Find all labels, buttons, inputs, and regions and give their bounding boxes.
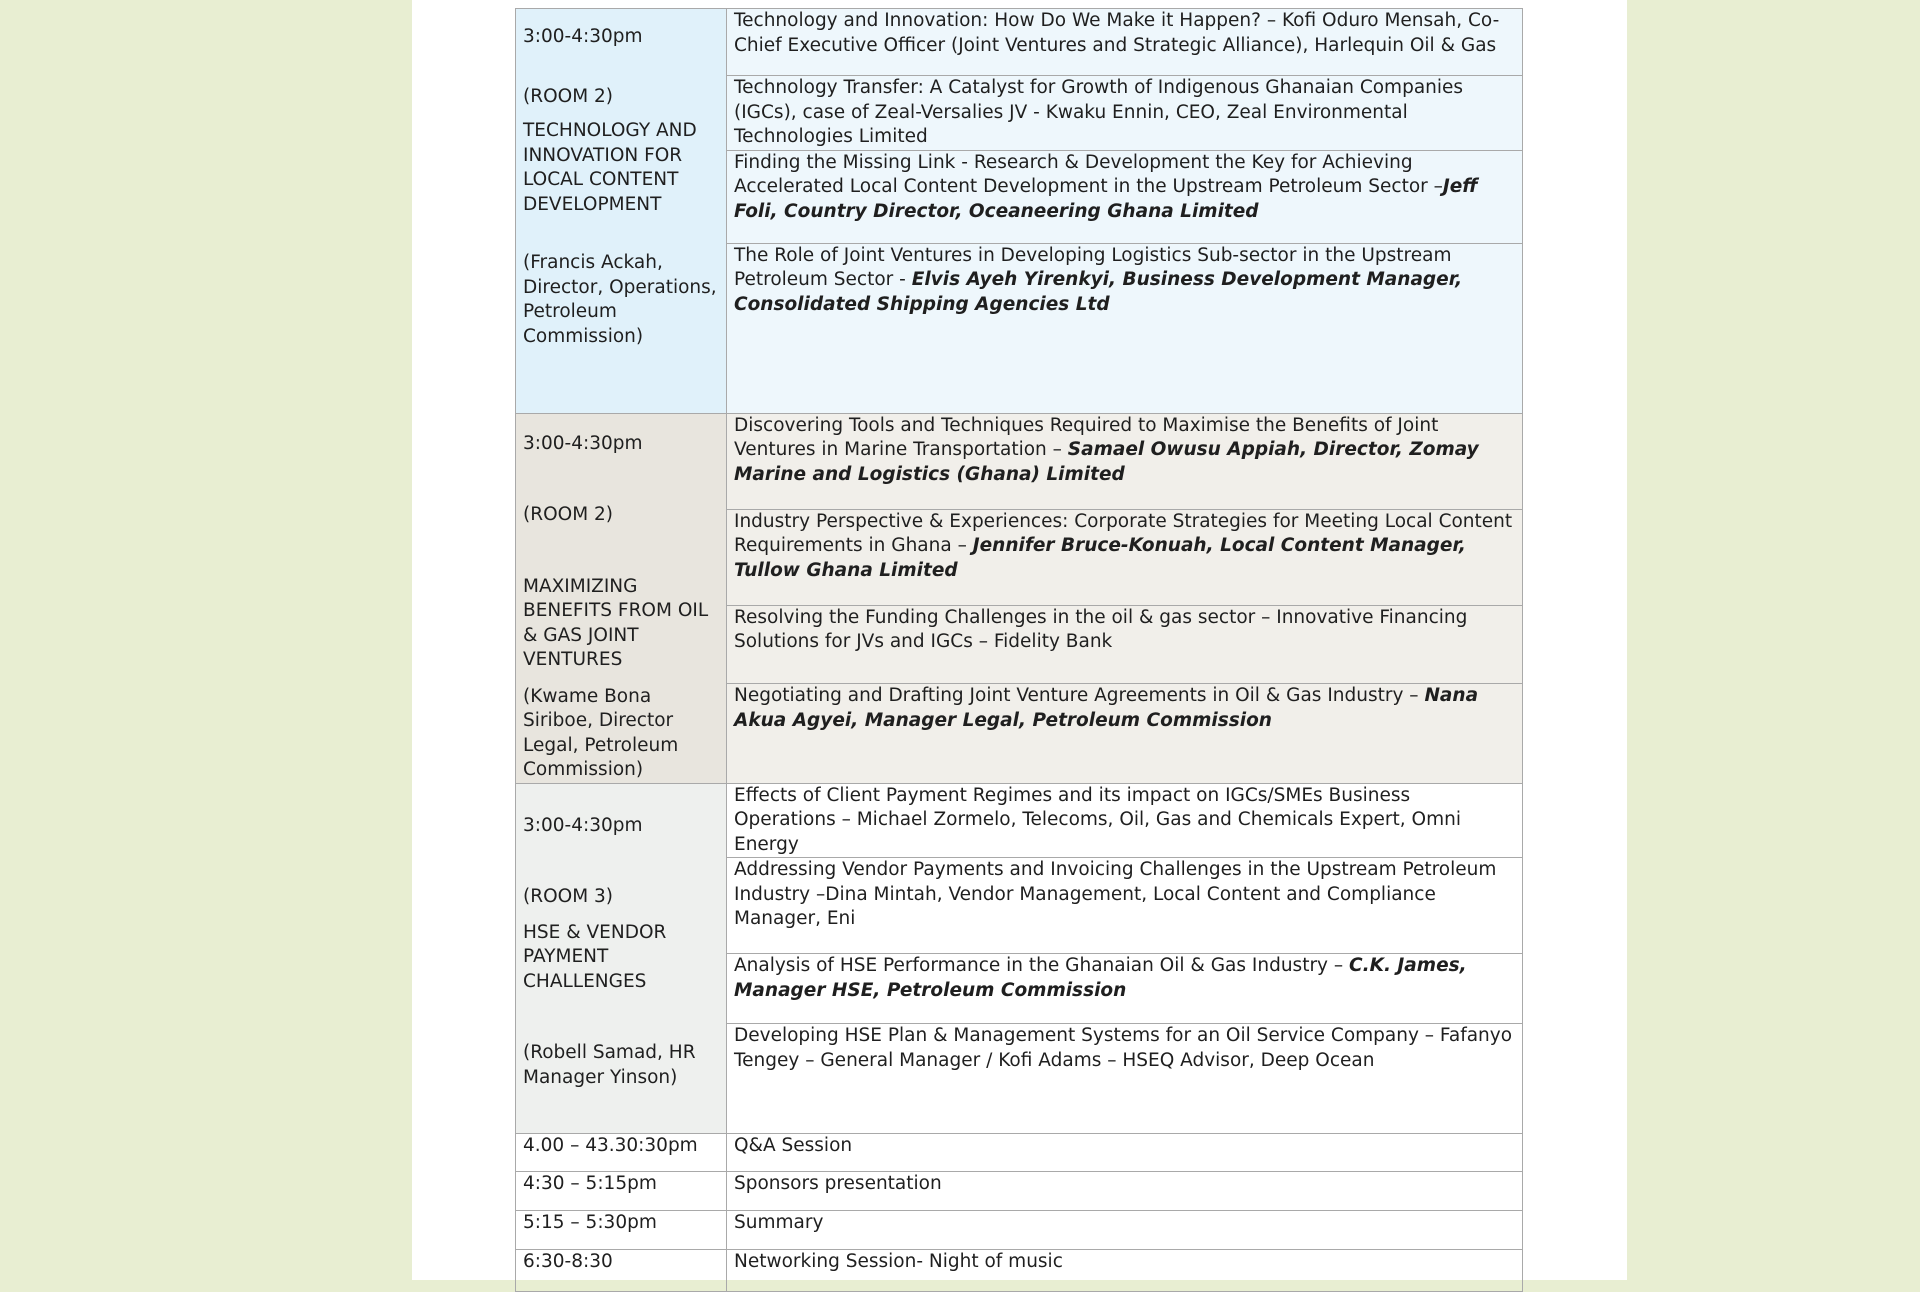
document-page [412, 0, 1627, 1280]
closing-activity: Summary [727, 1211, 1523, 1250]
item-text: Resolving the Funding Challenges in the oil & gas sector – Innovative Financing Solutions for JVs and IGCs – Fidelity Bank [734, 606, 1468, 653]
item-text: The Role of Joint Ventures in Developing Logistics Sub-sector in the Upstream Petroleum Sector - [734, 244, 1452, 290]
item-text: Developing HSE Plan & Management Systems for an Oil Service Company – Fafanyo Tengey – General Manager / Kofi Adams – HSEQ Advisor, Deep Ocean [734, 1025, 1513, 1071]
session-time: 3:00-4:30pm [523, 26, 643, 47]
closing-activity: Networking Session- Night of music [727, 1250, 1523, 1292]
closing-activity: Q&A Session [727, 1134, 1523, 1172]
table-row [516, 1134, 1523, 1172]
item-speaker: Jeff Foli, Country Director, Oceaneering Ghana Limited [734, 176, 1478, 222]
agenda-item [727, 783, 1523, 858]
agenda-item [727, 954, 1523, 1024]
session-chair: (Robell Samad, HR Manager Yinson) [523, 1042, 696, 1088]
session-room: (ROOM 2) [523, 85, 614, 107]
item-text: Technology Transfer: A Catalyst for Growth of Indigenous Ghanaian Companies (IGCs), case of Zeal-Versalies JV - Kwaku Ennin, CEO, Zeal Environmental Technologies Limited [734, 77, 1464, 147]
agenda-item [727, 150, 1523, 243]
agenda-item [727, 858, 1523, 954]
item-text: Addressing Vendor Payments and Invoicing Challenges in the Upstream Petroleum Industry –Dina Mintah, Vendor Management, Local Content and Compliance Manager, Eni [734, 859, 1497, 929]
session-chair: (Kwame Bona Siriboe, Director Legal, Petroleum Commission) [523, 685, 679, 780]
table-row [516, 783, 1523, 858]
item-text: Effects of Client Payment Regimes and its impact on IGCs/SMEs Business Operations – Michael Zormelo, Telecoms, Oil, Gas and Chemicals Expert, Omni Energy [734, 784, 1461, 855]
session-room: (ROOM 2) [523, 504, 614, 525]
item-speaker: Elvis Ayeh Yirenkyi, Business Development Manager, Consolidated Shipping Agencies Ltd [734, 269, 1463, 315]
item-text: Technology and Innovation: How Do We Make it Happen? – Kofi Oduro Mensah, Co-Chief Executive Officer (Joint Ventures and Strategic Alliance), Harlequin Oil & Gas [734, 10, 1500, 56]
item-speaker: C.K. James, Manager HSE, Petroleum Commission [734, 955, 1467, 1001]
item-text: Negotiating and Drafting Joint Venture Agreements in Oil & Gas Industry – [734, 685, 1425, 707]
item-text: Discovering Tools and Techniques Required to Maximise the Benefits of Joint Ventures in Marine Transportation – [734, 414, 1439, 460]
item-speaker: Nana Akua Agyei, Manager Legal, Petroleum Commission [734, 685, 1479, 731]
item-text: Finding the Missing Link - Research & Development the Key for Achieving Accelerated Local Content Development in the Upstream Petroleum Sector – [734, 151, 1443, 197]
closing-time: 4:30 – 5:15pm [516, 1172, 727, 1211]
item-text: Analysis of HSE Performance in the Ghanaian Oil & Gas Industry – [734, 955, 1350, 976]
session-time: 3:00-4:30pm [523, 814, 643, 836]
agenda-item [727, 76, 1523, 151]
agenda-table [515, 8, 1523, 1292]
closing-time: 4.00 – 43.30:30pm [516, 1134, 727, 1172]
session-info-cell [516, 413, 727, 783]
agenda-item [727, 509, 1523, 605]
session-chair: (Francis Ackah, Director, Operations, Petroleum Commission) [523, 252, 717, 347]
item-text: Industry Perspective & Experiences: Corporate Strategies for Meeting Local Content Requirements in Ghana – [734, 510, 1513, 557]
table-row [516, 1250, 1523, 1292]
table-row [516, 1211, 1523, 1250]
session-time: 3:00-4:30pm [523, 432, 643, 454]
agenda-item [727, 1024, 1523, 1134]
agenda-item [727, 413, 1523, 509]
session-room: (ROOM 3) [523, 886, 614, 907]
closing-activity: Sponsors presentation [727, 1172, 1523, 1211]
item-speaker: Jennifer Bruce-Konuah, Local Content Manager, Tullow Ghana Limited [734, 535, 1466, 581]
session-info-cell [516, 9, 727, 414]
session-title: TECHNOLOGY AND INNOVATION FOR LOCAL CONTENT DEVELOPMENT [523, 120, 697, 215]
agenda-item [727, 9, 1523, 76]
table-row [516, 1172, 1523, 1211]
session-info-cell [516, 783, 727, 1134]
agenda-item [727, 605, 1523, 684]
closing-time: 5:15 – 5:30pm [516, 1211, 727, 1250]
agenda-item [727, 243, 1523, 413]
item-speaker: Samael Owusu Appiah, Director, Zomay Marine and Logistics (Ghana) Limited [734, 439, 1479, 485]
table-row [516, 413, 1523, 509]
session-title: MAXIMIZING BENEFITS FROM OIL & GAS JOINT VENTURES [523, 575, 709, 670]
closing-time: 6:30-8:30 [516, 1250, 727, 1292]
table-row [516, 9, 1523, 76]
agenda-item [727, 684, 1523, 783]
session-title: HSE & VENDOR PAYMENT CHALLENGES [523, 921, 667, 992]
